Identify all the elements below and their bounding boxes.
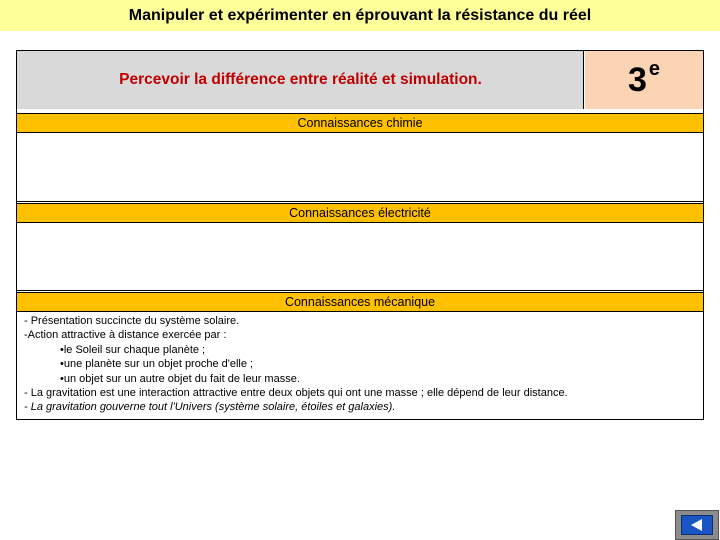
mecanique-content: [24, 314, 694, 415]
grade-level-badge: [585, 51, 703, 109]
back-arrow-icon-frame: [681, 515, 713, 535]
content-bullet: •le Soleil sur chaque planète ;: [60, 343, 206, 356]
content-line: - La gravitation est une interaction attractive entre deux objets qui ont une masse ; elle dépend de leur distance.: [24, 387, 568, 400]
back-arrow-icon: [691, 519, 702, 531]
section-divider: [17, 290, 703, 291]
section-label-mecanique: Connaissances mécanique: [284, 295, 436, 309]
content-line: - Présentation succincte du système solaire.: [24, 315, 240, 327]
content-line: - La gravitation gouverne tout l'Univers (système solaire, étoiles et galaxies).: [24, 401, 396, 414]
section-label-electricite: Connaissances électricité: [289, 206, 431, 220]
page-header-title: Manipuler et expérimenter en éprouvant la résistance du réel: [0, 0, 720, 31]
grade-level-number: 3: [627, 61, 647, 99]
grade-level-suffix: e: [648, 58, 661, 80]
section-divider: [17, 201, 703, 202]
card-title: Percevoir la différence entre réalité et simulation.: [119, 71, 482, 88]
content-bullet: •un objet sur un autre objet du fait de leur masse.: [60, 372, 300, 385]
section-label-chimie: Connaissances chimie: [297, 116, 423, 130]
content-bullet: •une planète sur un objet proche d'elle ;: [60, 358, 254, 371]
back-nav-button[interactable]: [675, 510, 719, 540]
content-line: -Action attractive à distance exercée par :: [24, 329, 227, 342]
